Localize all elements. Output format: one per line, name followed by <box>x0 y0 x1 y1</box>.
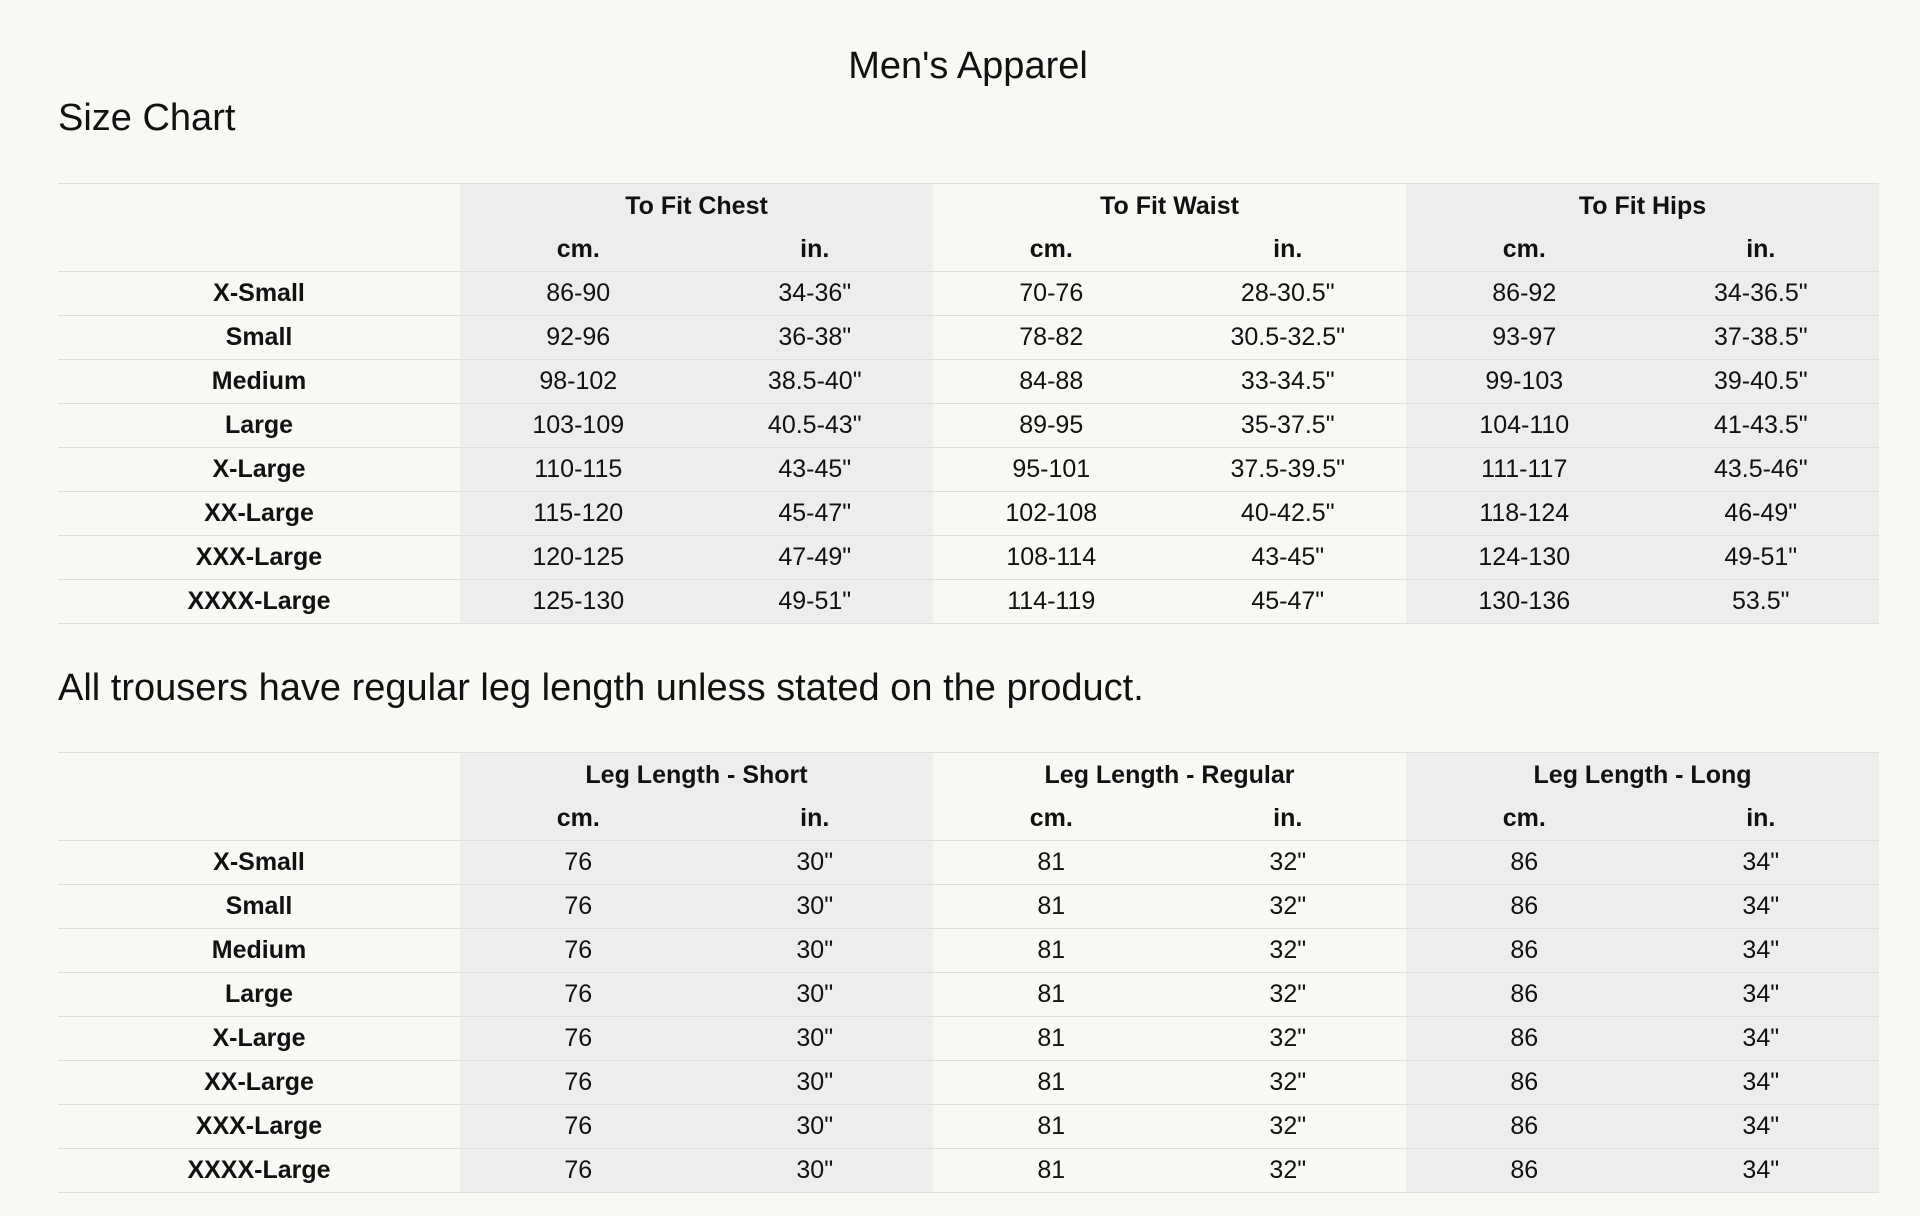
table-cell: 86-90 <box>460 272 697 316</box>
size-label: Medium <box>58 929 460 973</box>
table-cell: 38.5-40" <box>697 360 934 404</box>
table-cell: 32" <box>1170 973 1407 1017</box>
table-cell: 32" <box>1170 1061 1407 1105</box>
size-label: Large <box>58 973 460 1017</box>
table-cell: 125-130 <box>460 580 697 624</box>
body-size-table <box>58 183 1879 624</box>
table-cell: 34" <box>1643 841 1880 885</box>
table-cell: 45-47" <box>1170 580 1407 624</box>
table-row <box>58 536 1879 580</box>
table-cell: 115-120 <box>460 492 697 536</box>
table-cell: 76 <box>460 929 697 973</box>
table-cell: 86-92 <box>1406 272 1643 316</box>
table-cell: 32" <box>1170 1017 1407 1061</box>
table-cell: 92-96 <box>460 316 697 360</box>
group-header-waist: To Fit Waist <box>933 184 1406 229</box>
table-cell: 30" <box>697 929 934 973</box>
unit-header: in. <box>1643 797 1880 841</box>
table-cell: 86 <box>1406 1149 1643 1193</box>
table-cell: 30" <box>697 1017 934 1061</box>
table-cell: 30" <box>697 1149 934 1193</box>
table-cell: 104-110 <box>1406 404 1643 448</box>
table-cell: 76 <box>460 885 697 929</box>
corner-cell <box>58 753 460 798</box>
unit-header: cm. <box>460 228 697 272</box>
table-cell: 86 <box>1406 1105 1643 1149</box>
table-cell: 35-37.5" <box>1170 404 1407 448</box>
table-cell: 76 <box>460 1017 697 1061</box>
size-label: XX-Large <box>58 492 460 536</box>
size-label: X-Small <box>58 841 460 885</box>
table-cell: 81 <box>933 1017 1170 1061</box>
table-row <box>58 841 1879 885</box>
table-cell: 118-124 <box>1406 492 1643 536</box>
unit-header: in. <box>1643 228 1880 272</box>
table-cell: 30" <box>697 841 934 885</box>
table-cell: 37-38.5" <box>1643 316 1880 360</box>
table-cell: 86 <box>1406 841 1643 885</box>
size-label: X-Small <box>58 272 460 316</box>
table-cell: 103-109 <box>460 404 697 448</box>
table-cell: 111-117 <box>1406 448 1643 492</box>
table-cell: 34-36" <box>697 272 934 316</box>
size-label: Small <box>58 316 460 360</box>
leg-length-note: All trousers have regular leg length unless stated on the product. <box>58 667 1144 709</box>
table-cell: 34" <box>1643 1061 1880 1105</box>
table-cell: 41-43.5" <box>1643 404 1880 448</box>
unit-header: cm. <box>1029 804 1073 832</box>
table-cell: 86 <box>1406 1061 1643 1105</box>
table-cell: 40-42.5" <box>1170 492 1407 536</box>
table-row <box>58 404 1879 448</box>
table-row <box>58 1061 1879 1105</box>
table-cell: 37.5-39.5" <box>1170 448 1407 492</box>
table-cell: 49-51" <box>697 580 934 624</box>
table-cell: 86 <box>1406 973 1643 1017</box>
table-cell: 28-30.5" <box>1170 272 1407 316</box>
size-label: XXXX-Large <box>58 580 460 624</box>
table-cell: 32" <box>1170 885 1407 929</box>
table-cell: 46-49" <box>1643 492 1880 536</box>
table-row <box>58 1149 1879 1193</box>
table-row <box>58 360 1879 404</box>
corner-cell <box>58 184 460 229</box>
table-cell: 98-102 <box>460 360 697 404</box>
table-cell: 76 <box>460 841 697 885</box>
table-cell: 34" <box>1643 973 1880 1017</box>
size-label: XX-Large <box>58 1061 460 1105</box>
table-row <box>58 929 1879 973</box>
unit-header: cm. <box>1406 228 1643 272</box>
group-header-leg-regular: Leg Length - Regular <box>933 753 1406 798</box>
unit-header: in. <box>1273 235 1303 263</box>
table-cell: 108-114 <box>933 536 1170 580</box>
group-header-row <box>58 753 1879 798</box>
unit-header: cm. <box>460 797 697 841</box>
table-cell: 76 <box>460 1105 697 1149</box>
table-cell: 76 <box>460 973 697 1017</box>
table-row <box>58 272 1879 316</box>
table-cell: 70-76 <box>933 272 1170 316</box>
group-header-chest: To Fit Chest <box>460 184 933 229</box>
table-cell: 43.5-46" <box>1643 448 1880 492</box>
size-label: XXXX-Large <box>58 1149 460 1193</box>
table-cell: 86 <box>1406 1017 1643 1061</box>
table-cell: 47-49" <box>697 536 934 580</box>
table-cell: 76 <box>460 1149 697 1193</box>
table-cell: 30.5-32.5" <box>1170 316 1407 360</box>
table-cell: 102-108 <box>933 492 1170 536</box>
unit-header: in. <box>1273 804 1303 832</box>
table-cell: 81 <box>933 841 1170 885</box>
size-label: XXX-Large <box>58 1105 460 1149</box>
table-cell: 32" <box>1170 1105 1407 1149</box>
table-cell: 34" <box>1643 1017 1880 1061</box>
unit-header: cm. <box>1029 235 1073 263</box>
table-row <box>58 973 1879 1017</box>
section-title: Size Chart <box>58 97 236 139</box>
table-cell: 99-103 <box>1406 360 1643 404</box>
size-label: Small <box>58 885 460 929</box>
table-cell: 114-119 <box>933 580 1170 624</box>
table-cell: 32" <box>1170 929 1407 973</box>
table-cell: 36-38" <box>697 316 934 360</box>
unit-header: cm. <box>1406 797 1643 841</box>
unit-header-row <box>58 228 1879 272</box>
table-row <box>58 448 1879 492</box>
table-cell: 86 <box>1406 885 1643 929</box>
table-cell: 95-101 <box>933 448 1170 492</box>
unit-header-row <box>58 797 1879 841</box>
table-cell: 81 <box>933 885 1170 929</box>
table-cell: 34" <box>1643 1149 1880 1193</box>
table-cell: 81 <box>933 1149 1170 1193</box>
table-cell: 110-115 <box>460 448 697 492</box>
table-cell: 33-34.5" <box>1170 360 1407 404</box>
table-cell: 34" <box>1643 885 1880 929</box>
size-label: XXX-Large <box>58 536 460 580</box>
table-row <box>58 1017 1879 1061</box>
size-label: Medium <box>58 360 460 404</box>
size-label: Large <box>58 404 460 448</box>
table-cell: 49-51" <box>1643 536 1880 580</box>
table-cell: 32" <box>1170 1149 1407 1193</box>
table-cell: 124-130 <box>1406 536 1643 580</box>
table-cell: 32" <box>1170 841 1407 885</box>
unit-header: in. <box>697 797 934 841</box>
table-cell: 40.5-43" <box>697 404 934 448</box>
table-cell: 86 <box>1406 929 1643 973</box>
table-row <box>58 885 1879 929</box>
table-cell: 81 <box>933 1105 1170 1149</box>
table-cell: 130-136 <box>1406 580 1643 624</box>
leg-table-rows <box>58 841 1879 1193</box>
group-header-leg-long: Leg Length - Long <box>1406 753 1879 798</box>
table-cell: 34" <box>1643 1105 1880 1149</box>
table-cell: 53.5" <box>1643 580 1880 624</box>
page-title: Men's Apparel <box>848 45 1088 87</box>
table-cell: 34" <box>1643 929 1880 973</box>
table-cell: 30" <box>697 973 934 1017</box>
table-row <box>58 1105 1879 1149</box>
table-cell: 93-97 <box>1406 316 1643 360</box>
table-row <box>58 316 1879 360</box>
table-cell: 120-125 <box>460 536 697 580</box>
table-cell: 84-88 <box>933 360 1170 404</box>
table-cell: 30" <box>697 885 934 929</box>
group-header-row <box>58 184 1879 229</box>
table-cell: 30" <box>697 1105 934 1149</box>
group-header-leg-short: Leg Length - Short <box>460 753 933 798</box>
table-cell: 81 <box>933 1061 1170 1105</box>
table-cell: 76 <box>460 1061 697 1105</box>
corner-cell <box>58 797 460 841</box>
table-cell: 81 <box>933 973 1170 1017</box>
table-row <box>58 492 1879 536</box>
table-cell: 89-95 <box>933 404 1170 448</box>
table-cell: 81 <box>933 929 1170 973</box>
group-header-hips: To Fit Hips <box>1406 184 1879 229</box>
size-label: X-Large <box>58 448 460 492</box>
table-cell: 39-40.5" <box>1643 360 1880 404</box>
unit-header: in. <box>697 228 934 272</box>
body-table-rows <box>58 272 1879 624</box>
table-cell: 45-47" <box>697 492 934 536</box>
table-cell: 34-36.5" <box>1643 272 1880 316</box>
table-cell: 78-82 <box>933 316 1170 360</box>
table-row <box>58 580 1879 624</box>
table-cell: 30" <box>697 1061 934 1105</box>
table-cell: 43-45" <box>1170 536 1407 580</box>
table-cell: 43-45" <box>697 448 934 492</box>
corner-cell <box>58 228 460 272</box>
leg-length-table <box>58 752 1879 1193</box>
size-label: X-Large <box>58 1017 460 1061</box>
